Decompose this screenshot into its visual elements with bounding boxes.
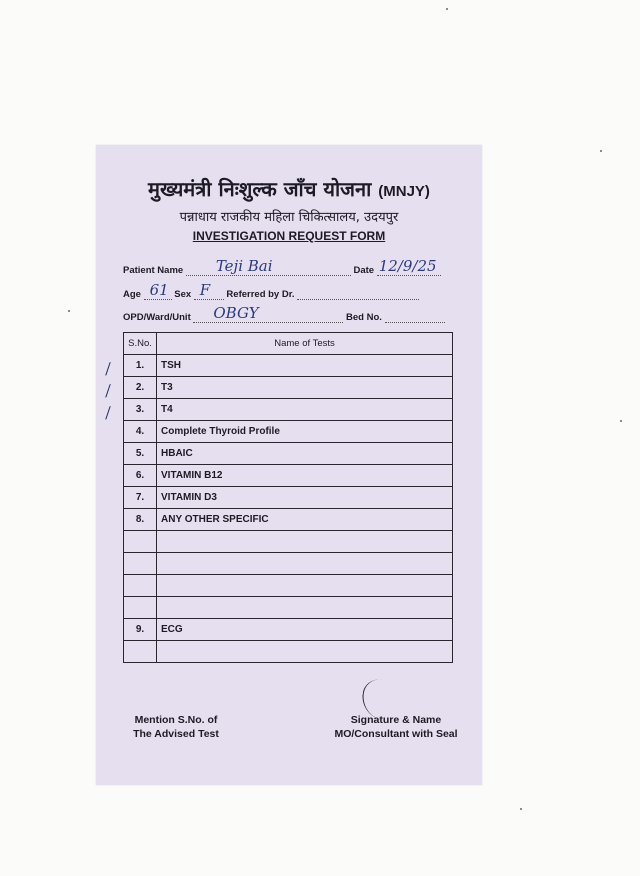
opd-row <box>123 304 445 323</box>
sex-label: Sex <box>174 289 192 300</box>
paper-speck <box>446 8 448 10</box>
opd-label: OPD/Ward/Unit <box>123 312 191 323</box>
test-name: T4 <box>157 399 453 421</box>
test-name <box>157 553 453 575</box>
test-sno <box>124 465 157 487</box>
date-field[interactable] <box>377 257 441 276</box>
table-row <box>124 377 453 399</box>
test-name: Complete Thyroid Profile <box>157 421 453 443</box>
table-row <box>124 355 453 377</box>
test-name <box>157 641 453 663</box>
footer-left-line2: The Advised Test <box>133 728 219 740</box>
test-name: T3 <box>157 377 453 399</box>
patient-name-label: Patient Name <box>123 265 184 276</box>
test-name: HBAIC <box>157 443 453 465</box>
table-row <box>124 399 453 421</box>
test-sno <box>124 487 157 509</box>
test-sno-text: 3. <box>135 404 145 415</box>
footer-left-line1: Mention S.No. of <box>134 714 218 726</box>
table-row <box>124 443 453 465</box>
test-sno <box>124 619 157 641</box>
tick-mark-icon <box>105 352 144 375</box>
test-name: ANY OTHER SPECIFIC <box>157 509 453 531</box>
test-sno <box>124 355 157 377</box>
test-name: ECG <box>157 619 453 641</box>
test-sno <box>124 509 157 531</box>
test-name <box>157 597 453 619</box>
table-row <box>124 465 453 487</box>
sex-value: F <box>199 281 211 299</box>
paper-speck <box>520 808 522 810</box>
table-row <box>124 553 453 575</box>
table-row <box>124 487 453 509</box>
test-name: VITAMIN D3 <box>157 487 453 509</box>
test-sno <box>124 597 157 619</box>
test-sno <box>124 575 157 597</box>
bed-label: Bed No. <box>346 312 382 323</box>
paper-speck <box>600 150 602 152</box>
sno-header: S.No. <box>124 333 157 355</box>
age-field[interactable] <box>144 281 172 300</box>
test-name <box>157 531 453 553</box>
opd-field[interactable] <box>193 304 343 323</box>
age-value: 61 <box>149 281 169 299</box>
investigation-request-form <box>96 145 482 785</box>
table-row <box>124 421 453 443</box>
footer-right-line2: MO/Consultant with Seal <box>334 728 458 740</box>
paper-speck <box>620 420 622 422</box>
test-sno-text: 1. <box>135 360 145 371</box>
test-sno-text: 6. <box>135 470 145 481</box>
paper-speck <box>68 310 70 312</box>
sex-field[interactable] <box>194 281 224 300</box>
form-title-hindi <box>96 175 482 202</box>
table-row <box>124 575 453 597</box>
test-sno-text: 7. <box>135 492 145 503</box>
footer-signature-block <box>316 713 476 741</box>
footer-instruction <box>116 713 236 741</box>
test-name: TSH <box>157 355 453 377</box>
referred-field[interactable] <box>297 289 419 300</box>
test-name-header: Name of Tests <box>157 333 453 355</box>
table-row <box>124 509 453 531</box>
date-value: 12/9/25 <box>378 257 437 275</box>
test-sno <box>124 553 157 575</box>
date-label: Date <box>353 265 375 276</box>
age-label: Age <box>123 289 141 300</box>
table-header-row <box>124 333 453 355</box>
test-sno <box>124 399 157 421</box>
test-sno <box>124 641 157 663</box>
scheme-abbreviation: (MNJY) <box>378 183 430 200</box>
table-row <box>124 619 453 641</box>
test-name: VITAMIN B12 <box>157 465 453 487</box>
test-sno-text: 9. <box>135 624 145 635</box>
test-sno-text: 8. <box>135 514 145 525</box>
tick-mark-icon <box>105 396 144 419</box>
footer-right-line1: Signature & Name <box>350 714 442 726</box>
test-sno-text: 4. <box>135 426 145 437</box>
test-sno-text: 5. <box>135 448 145 459</box>
scheme-name: मुख्यमंत्री निःशुल्क जाँच योजना <box>148 177 372 201</box>
tick-mark-icon <box>105 374 144 397</box>
bed-field[interactable] <box>385 312 445 323</box>
table-row <box>124 641 453 663</box>
patient-name-field[interactable] <box>186 257 351 276</box>
referred-label: Referred by Dr. <box>226 289 295 300</box>
test-sno <box>124 421 157 443</box>
test-sno-text: 2. <box>135 382 145 393</box>
form-heading: INVESTIGATION REQUEST FORM <box>192 229 386 243</box>
table-row <box>124 597 453 619</box>
age-sex-row <box>123 281 419 300</box>
patient-name-row <box>123 257 441 276</box>
table-row <box>124 531 453 553</box>
test-sno <box>124 531 157 553</box>
opd-value: OBGY <box>213 304 259 322</box>
test-sno <box>124 443 157 465</box>
test-sno <box>124 377 157 399</box>
test-name <box>157 575 453 597</box>
hospital-name: पन्नाधाय राजकीय महिला चिकित्सालय, उदयपुर <box>179 210 399 225</box>
patient-name-value: Teji Bai <box>215 257 273 275</box>
tests-table <box>123 332 453 663</box>
